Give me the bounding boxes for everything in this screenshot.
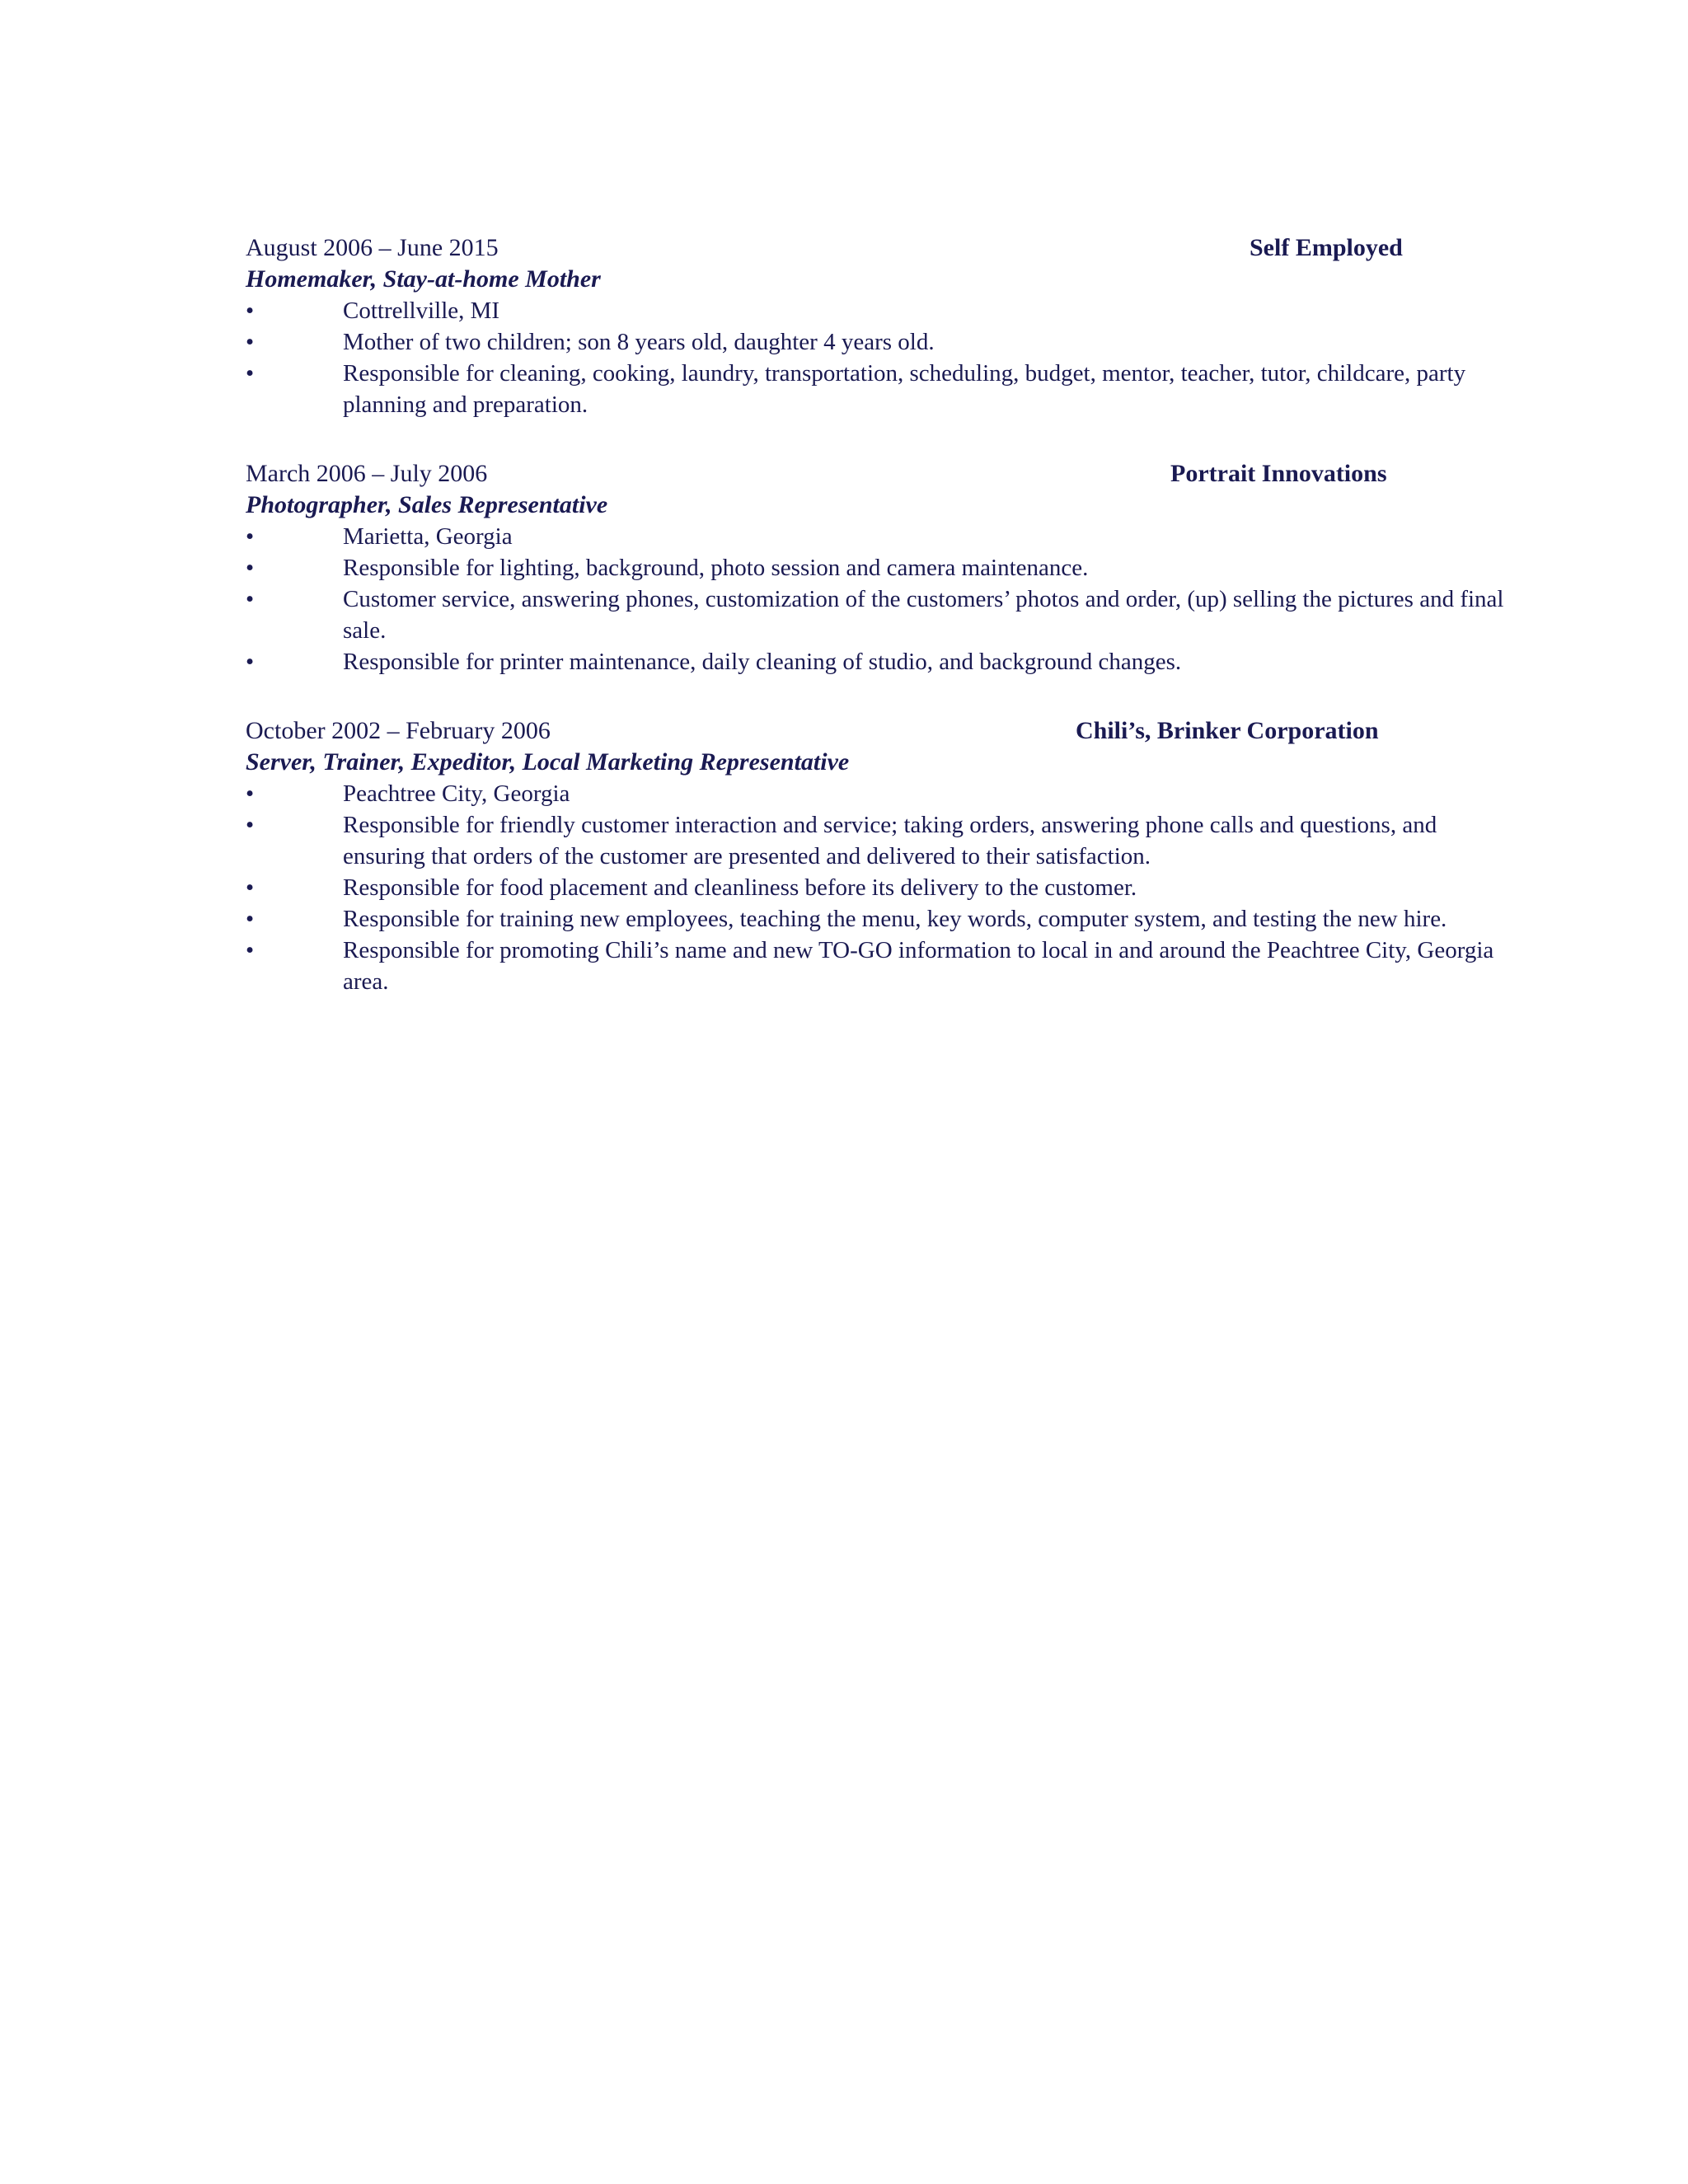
job-employer: Portrait Innovations xyxy=(1170,460,1387,487)
list-item xyxy=(246,872,1515,903)
bullet-icon: • xyxy=(246,360,255,387)
bullet-text: Mother of two children; son 8 years old, daughter 4 years old. xyxy=(343,329,935,355)
list-item xyxy=(246,935,1515,997)
bullet-text: Responsible for promoting Chili’s name and new TO-GO information to local in and around the Peachtree City, Georgia area. xyxy=(343,937,1494,995)
bullet-text: Responsible for lighting, background, photo session and camera maintenance. xyxy=(343,555,1089,581)
job-entry xyxy=(246,458,1515,677)
list-item xyxy=(246,809,1515,872)
bullet-text: Responsible for cleaning, cooking, laundry, transportation, scheduling, budget, mentor, teacher, tutor, childcare, party planning and preparation. xyxy=(343,360,1466,418)
list-item xyxy=(246,326,1515,358)
job-entry xyxy=(246,232,1515,420)
bullet-icon: • xyxy=(246,812,255,838)
job-bullets xyxy=(246,778,1515,997)
bullet-icon: • xyxy=(246,523,255,550)
job-header xyxy=(246,715,1515,747)
bullet-text: Peachtree City, Georgia xyxy=(343,780,570,807)
job-bullets xyxy=(246,521,1515,677)
job-title: Photographer, Sales Representative xyxy=(246,491,608,518)
job-dates: March 2006 – July 2006 xyxy=(246,460,488,487)
job-bullets xyxy=(246,295,1515,420)
job-header xyxy=(246,458,1515,490)
bullet-icon: • xyxy=(246,649,255,675)
bullet-icon: • xyxy=(246,874,255,901)
job-employer: Chili’s, Brinker Corporation xyxy=(1076,717,1379,744)
bullet-text: Responsible for printer maintenance, daily cleaning of studio, and background changes. xyxy=(343,649,1182,675)
work-experience xyxy=(246,232,1515,1035)
bullet-text: Responsible for training new employees, teaching the menu, key words, computer system, and testing the new hire. xyxy=(343,906,1447,932)
list-item xyxy=(246,646,1515,677)
list-item xyxy=(246,903,1515,935)
job-entry xyxy=(246,715,1515,997)
bullet-text: Marietta, Georgia xyxy=(343,523,513,550)
bullet-icon: • xyxy=(246,586,255,612)
bullet-text: Customer service, answering phones, customization of the customers’ photos and order, (up) selling the pictures and final sale. xyxy=(343,586,1504,644)
list-item xyxy=(246,521,1515,552)
job-dates: August 2006 – June 2015 xyxy=(246,234,499,261)
bullet-icon: • xyxy=(246,329,255,355)
job-header xyxy=(246,232,1515,264)
job-title: Server, Trainer, Expeditor, Local Marketing Representative xyxy=(246,748,850,776)
job-title: Homemaker, Stay-at-home Mother xyxy=(246,265,601,293)
list-item xyxy=(246,778,1515,809)
job-dates: October 2002 – February 2006 xyxy=(246,717,551,744)
list-item xyxy=(246,358,1515,420)
list-item xyxy=(246,295,1515,326)
job-employer: Self Employed xyxy=(1250,234,1403,261)
bullet-icon: • xyxy=(246,937,255,963)
bullet-icon: • xyxy=(246,906,255,932)
list-item xyxy=(246,552,1515,583)
bullet-icon: • xyxy=(246,298,255,324)
bullet-text: Responsible for friendly customer interaction and service; taking orders, answering phone calls and questions, and ensuring that orders of the customer are presented and delivered to their satisfaction. xyxy=(343,812,1437,869)
bullet-icon: • xyxy=(246,780,255,807)
list-item xyxy=(246,583,1515,646)
bullet-text: Cottrellville, MI xyxy=(343,298,500,324)
bullet-icon: • xyxy=(246,555,255,581)
bullet-text: Responsible for food placement and cleanliness before its delivery to the customer. xyxy=(343,874,1137,901)
